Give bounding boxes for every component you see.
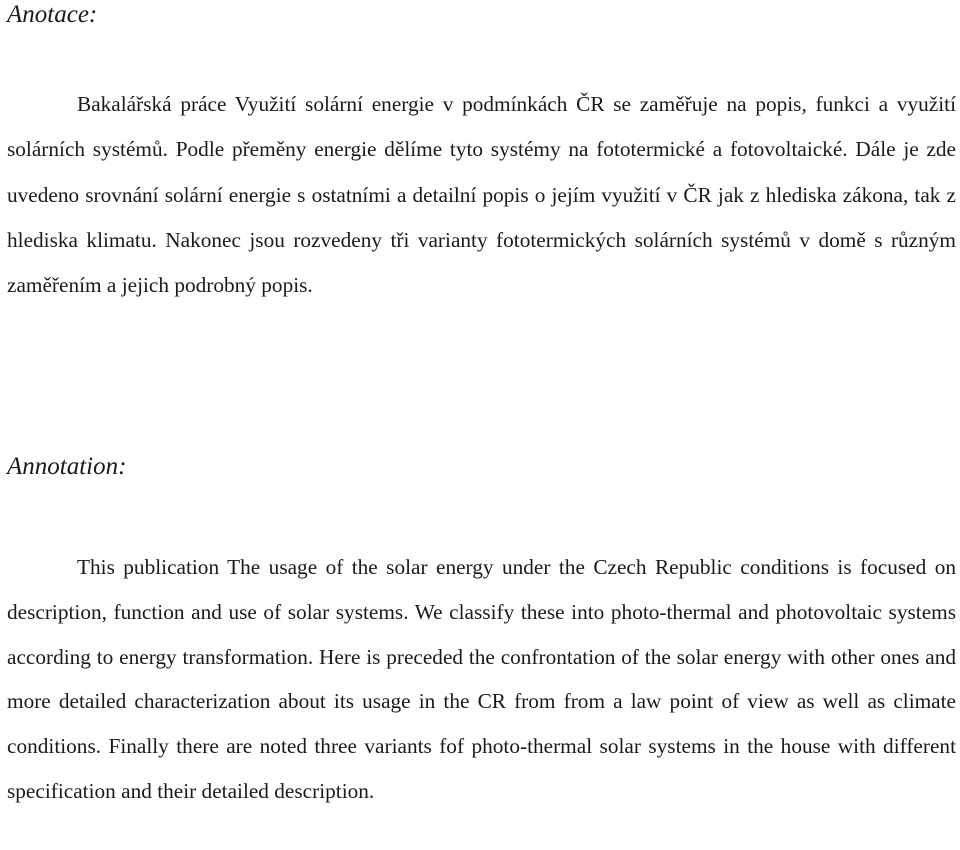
czech-annotation-heading: Anotace: — [7, 1, 98, 28]
czech-annotation-section — [7, 82, 956, 308]
english-annotation-paragraph: This publication The usage of the solar energy under the Czech Republic conditions is focused on description, function and use of solar systems. We classify these into photo-thermal and photovoltaic systems according to energy transformation. Here is preceded the confrontation of the solar energy with other ones and more detailed characterization about its usage in the CR from from a law point of view as well as climate conditions. Finally there are noted three variants fof photo-thermal solar systems in the house with different specification and their detailed description. — [7, 555, 956, 803]
czech-annotation-paragraph: Bakalářská práce Využití solární energie v podmínkách ČR se zaměřuje na popis, funkci a využití solárních systémů. Podle přeměny energie dělíme tyto systémy na fototermické a fotovoltaické. Dále je zde uvedeno srovnání solární energie s ostatními a detailní popis o jejím využití v ČR jak z hlediska zákona, tak z hlediska klimatu. Nakonec jsou rozvedeny tři varianty fototermických solárních systémů v domě s různým zaměřením a jejich podrobný popis. — [7, 92, 956, 298]
english-annotation-section — [7, 545, 956, 814]
english-annotation-heading: Annotation: — [7, 453, 127, 480]
